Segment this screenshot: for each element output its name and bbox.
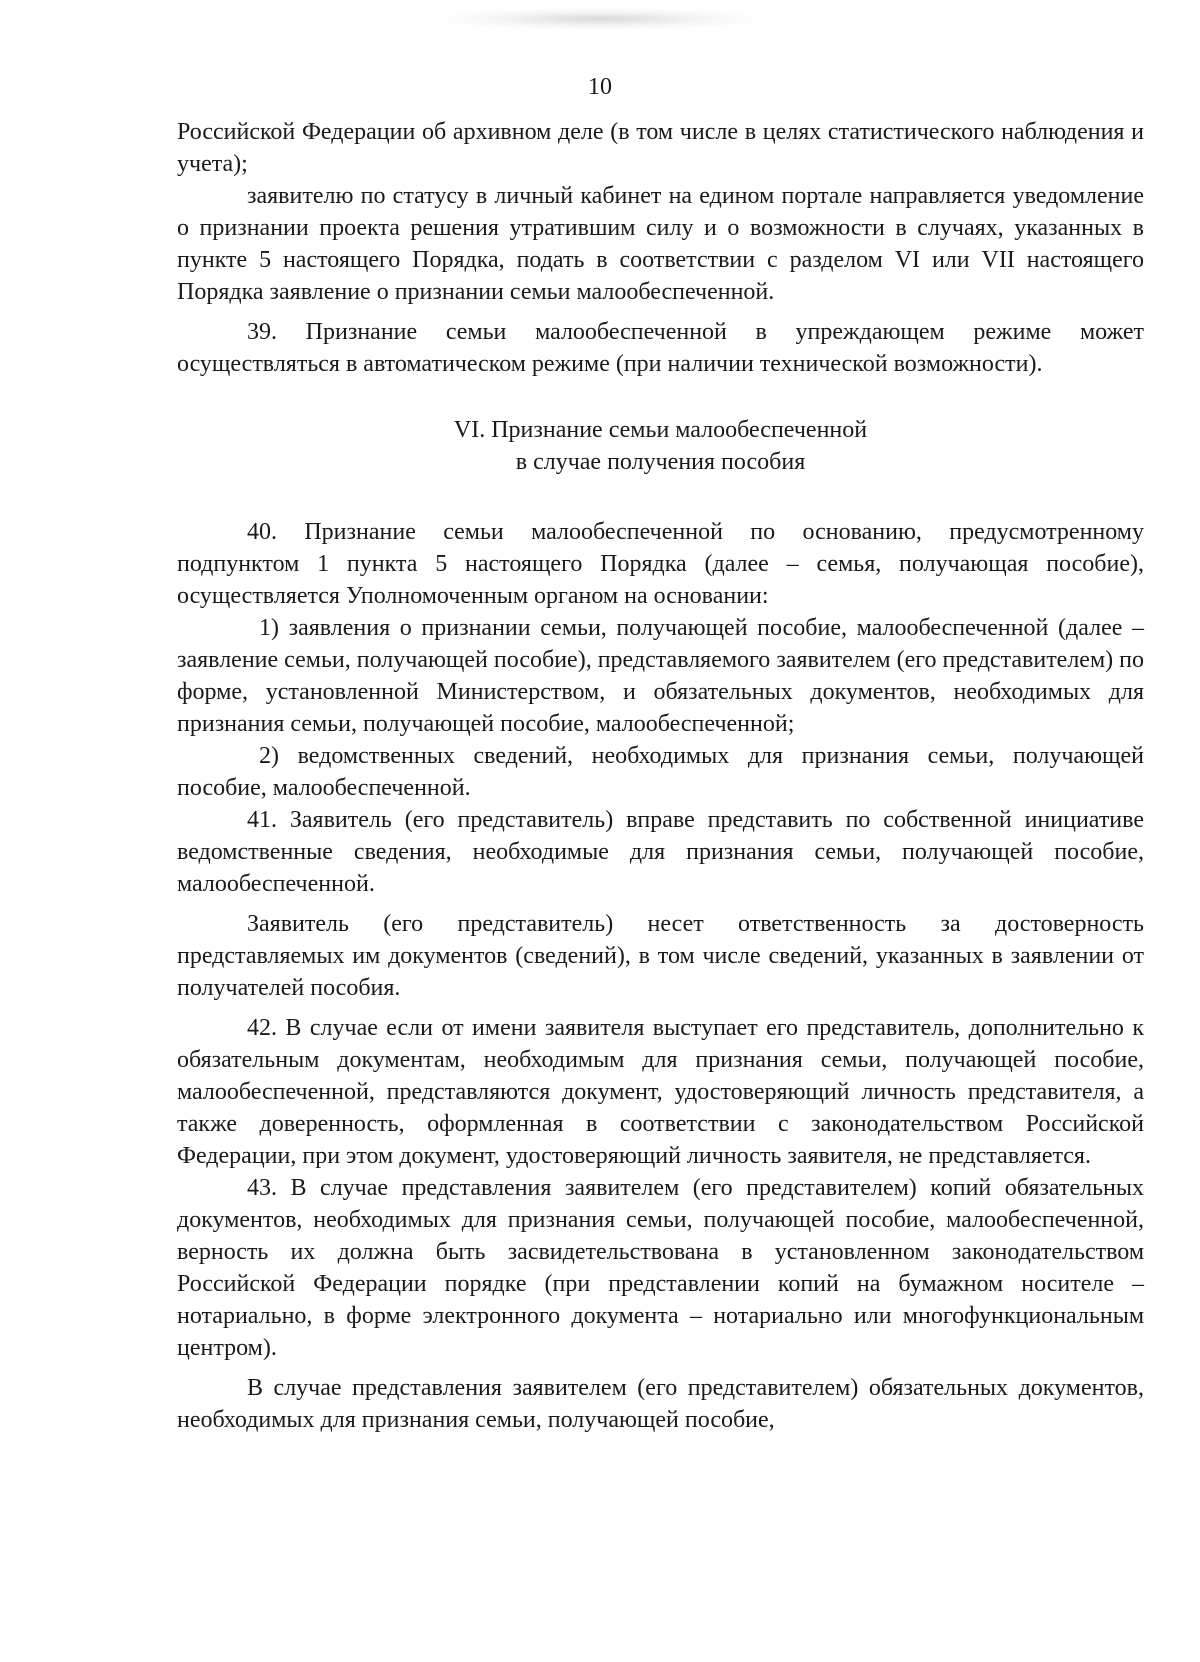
paragraph-42: 42. В случае если от имени заявителя выступает его представитель, дополнительно к обязательным документам, необходимым для признания семьи, получающей пособие, малообеспеченной, представляются документ, удостоверяющий личность представителя, а также доверенность, оформленная в соответствии с законодательством Российской Федерации, при этом документ, удостоверяющий личность заявителя, не представляется. xyxy=(177,1015,1144,1169)
paragraph-41: 41. Заявитель (его представитель) вправе представить по собственной инициативе ведомственные сведения, необходимые для признания семьи, получающей пособие, малообеспеченной. xyxy=(177,807,1144,897)
scan-artifact xyxy=(440,8,760,30)
paragraph-43: 43. В случае представления заявителем (его представителем) копий обязательных документов, необходимых для признания семьи, получающей пособие, малообеспеченной, верность их должна быть засвидетельствована в установленном законодательством Российской Федерации порядке (при представлении копий на бумажном носителе – нотариально, в форме электронного документа – нотариально или многофункциональным центром). xyxy=(177,1175,1144,1361)
paragraph-40: 40. Признание семьи малообеспеченной по основанию, предусмотренному подпунктом 1 пункта 5 настоящего Порядка (далее – семья, получающая пособие), осуществляется Уполномоченным органом на основании: xyxy=(177,519,1144,609)
section-heading xyxy=(177,414,1144,478)
list-item-2: 2) ведомственных сведений, необходимых для признания семьи, получающей пособие, малообеспеченной. xyxy=(177,743,1144,801)
paragraph-continuation: Российской Федерации об архивном деле (в том числе в целях статистического наблюдения и учета); xyxy=(177,119,1144,177)
paragraph-43-continuation: В случае представления заявителем (его представителем) обязательных документов, необходимых для признания семьи, получающей пособие, xyxy=(177,1375,1144,1433)
section-heading-line-1: VI. Признание семьи малообеспеченной xyxy=(453,417,868,443)
document-body xyxy=(177,116,1144,1436)
list-item-1: 1) заявления о признании семьи, получающей пособие, малообеспеченной (далее – заявление семьи, получающей пособие), представляемого заявителем (его представителем) по форме, установленной Министерством, и обязательных документов, необходимых для признания семьи, получающей пособие, малообеспеченной; xyxy=(177,615,1144,737)
paragraph-39: 39. Признание семьи малообеспеченной в упреждающем режиме может осуществляться в автоматическом режиме (при наличии технической возможности). xyxy=(177,319,1144,377)
section-heading-line-2: в случае получения пособия xyxy=(515,449,806,475)
paragraph-notification: заявителю по статусу в личный кабинет на едином портале направляется уведомление о признании проекта решения утратившим силу и о возможности в случаях, указанных в пункте 5 настоящего Порядка, подать в соответствии с разделом VI или VII настоящего Порядка заявление о признании семьи малообеспеченной. xyxy=(177,183,1144,305)
paragraph-41-responsibility: Заявитель (его представитель) несет ответственность за достоверность представляемых им документов (сведений), в том числе сведений, указанных в заявлении от получателей пособия. xyxy=(177,911,1144,1001)
page-number: 10 xyxy=(588,74,612,100)
